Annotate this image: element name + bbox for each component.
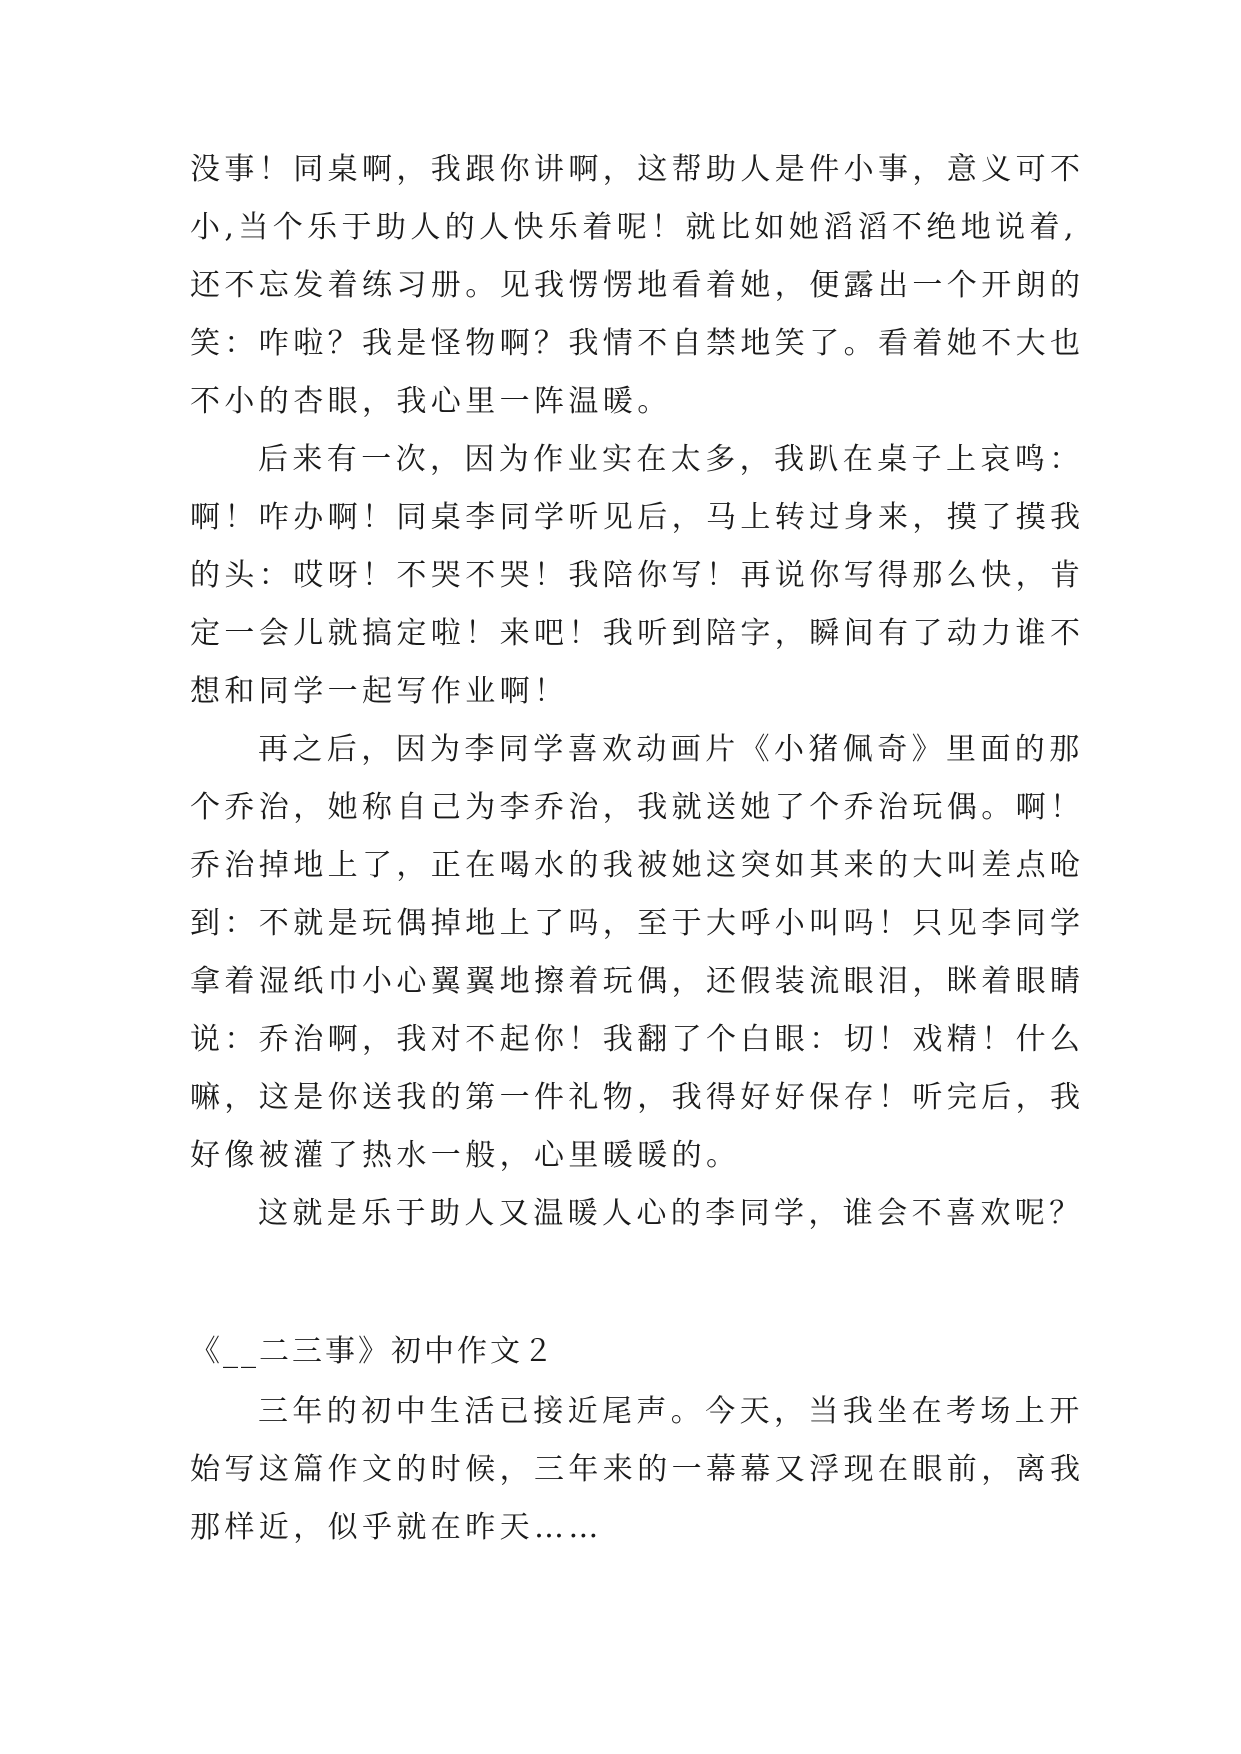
text-line: 嘛，这是你送我的第一件礼物，我得好好保存！听完后，我 xyxy=(190,1080,1085,1115)
paragraph-start-line: 再之后，因为李同学喜欢动画片《小猪佩奇》里面的那 xyxy=(258,732,1084,767)
text-line: 啊！咋办啊！同桌李同学听见后，马上转过身来，摸了摸我 xyxy=(190,500,1085,535)
text-line: 没事！同桌啊，我跟你讲啊，这帮助人是件小事，意义可不 xyxy=(190,152,1085,187)
text-line: 想和同学一起写作业啊！ xyxy=(190,674,569,709)
text-line: 拿着湿纸巾小心翼翼地擦着玩偶，还假装流眼泪，眯着眼睛 xyxy=(190,964,1085,999)
text-line: 始写这篇作文的时候，三年来的一幕幕又浮现在眼前，离我 xyxy=(190,1452,1085,1487)
text-line: 不小的杏眼，我心里一阵温暖。 xyxy=(190,384,672,419)
text-line: 那样近，似乎就在昨天…… xyxy=(190,1510,603,1545)
paragraph-start-line: 三年的初中生活已接近尾声。今天，当我坐在考场上开 xyxy=(258,1394,1084,1429)
paragraph-start-line: 这就是乐于助人又温暖人心的李同学，谁会不喜欢呢？ xyxy=(258,1196,1084,1231)
text-line: 好像被灌了热水一般，心里暖暖的。 xyxy=(190,1138,741,1173)
text-line: 到：不就是玩偶掉地上了吗，至于大呼小叫吗！只见李同学 xyxy=(190,906,1085,941)
paragraph-start-line: 后来有一次，因为作业实在太多，我趴在桌子上哀鸣： xyxy=(258,442,1084,477)
text-line: 的头：哎呀！不哭不哭！我陪你写！再说你写得那么快，肯 xyxy=(190,558,1085,593)
text-line: 还不忘发着练习册。见我愣愣地看着她，便露出一个开朗的 xyxy=(190,268,1085,303)
text-line: 说：乔治啊，我对不起你！我翻了个白眼：切！戏精！什么 xyxy=(190,1022,1085,1057)
text-line: 乔治掉地上了，正在喝水的我被她这突如其来的大叫差点呛 xyxy=(190,848,1085,883)
text-line: 小,当个乐于助人的人快乐着呢！就比如她滔滔不绝地说着, xyxy=(190,210,1078,245)
section-title: 《__二三事》初中作文２ xyxy=(190,1334,556,1369)
text-line: 笑：咋啦？我是怪物啊？我情不自禁地笑了。看着她不大也 xyxy=(190,326,1085,361)
text-line: 个乔治，她称自己为李乔治，我就送她了个乔治玩偶。啊！ xyxy=(190,790,1085,825)
text-line: 定一会儿就搞定啦！来吧！我听到陪字，瞬间有了动力谁不 xyxy=(190,616,1085,651)
